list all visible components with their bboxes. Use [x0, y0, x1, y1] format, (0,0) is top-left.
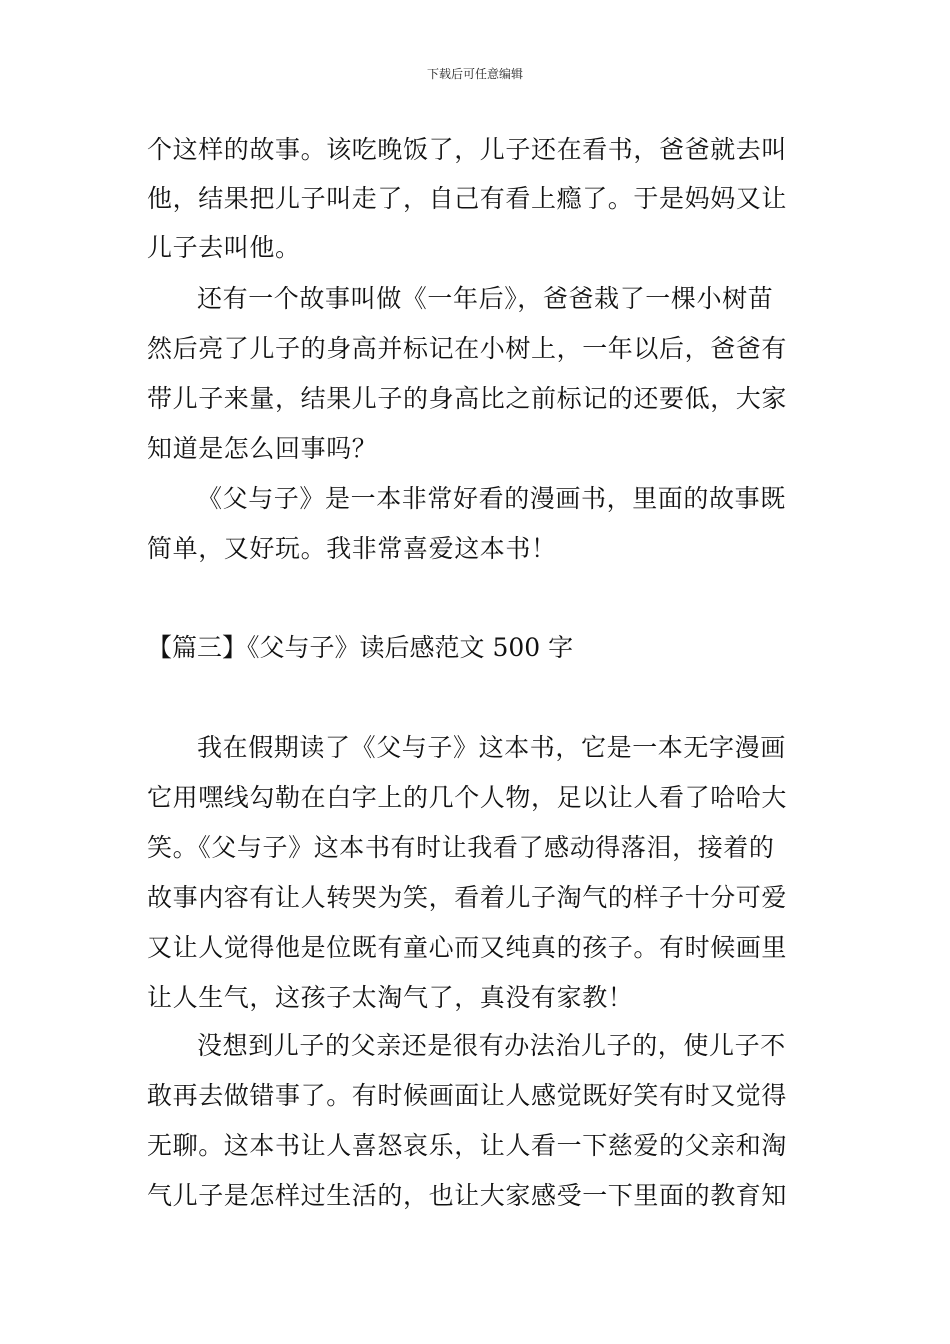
text-line: 然后亮了儿子的身高并标记在小树上，一年以后，爸爸有 — [147, 334, 788, 363]
text-line: 还有一个故事叫做《一年后》，爸爸栽了一棵小树苗 — [197, 284, 774, 313]
text-line: 知道是怎么回事吗？ — [147, 434, 378, 463]
text-line: 敢再去做错事了。有时候画面让人感觉既好笑有时又觉得 — [147, 1081, 788, 1110]
section-heading: 【篇三】《父与子》读后感范文 500 字 — [147, 633, 574, 662]
text-line: 个这样的故事。该吃晚饭了，儿子还在看书，爸爸就去叫 — [147, 135, 788, 164]
text-line: 它用嘿线勾勒在白字上的几个人物，足以让人看了哈哈大 — [147, 783, 788, 812]
text-line: 我在假期读了《父与子》这本书，它是一本无字漫画 — [197, 733, 786, 762]
page-header: 下载后可任意编辑 — [426, 67, 523, 81]
text-line: 故事内容有让人转哭为笑，看着儿子淘气的样子十分可爱 — [147, 883, 788, 912]
text-line: 笑。《父与子》这本书有时让我看了感动得落泪，接着的 — [147, 833, 775, 862]
text-line: 气儿子是怎样过生活的，也让大家感受一下里面的教育知 — [147, 1181, 788, 1210]
text-line: 他，结果把儿子叫走了，自己有看上瘾了。于是妈妈又让 — [147, 184, 788, 213]
text-line: 简单，又好玩。我非常喜爱这本书！ — [147, 534, 557, 563]
text-line: 又让人觉得他是位既有童心而又纯真的孩子。有时候画里 — [147, 933, 788, 962]
text-line: 《父与子》是一本非常好看的漫画书，里面的故事既 — [197, 484, 786, 513]
text-line: 没想到儿子的父亲还是很有办法治儿子的，使儿子不 — [197, 1031, 786, 1060]
text-line: 儿子去叫他。 — [147, 233, 301, 262]
text-line: 无聊。这本书让人喜怒哀乐，让人看一下慈爱的父亲和淘 — [147, 1131, 788, 1160]
text-line: 带儿子来量，结果儿子的身高比之前标记的还要低，大家 — [147, 384, 788, 413]
text-line: 让人生气，这孩子太淘气了，真没有家教！ — [147, 983, 634, 1012]
